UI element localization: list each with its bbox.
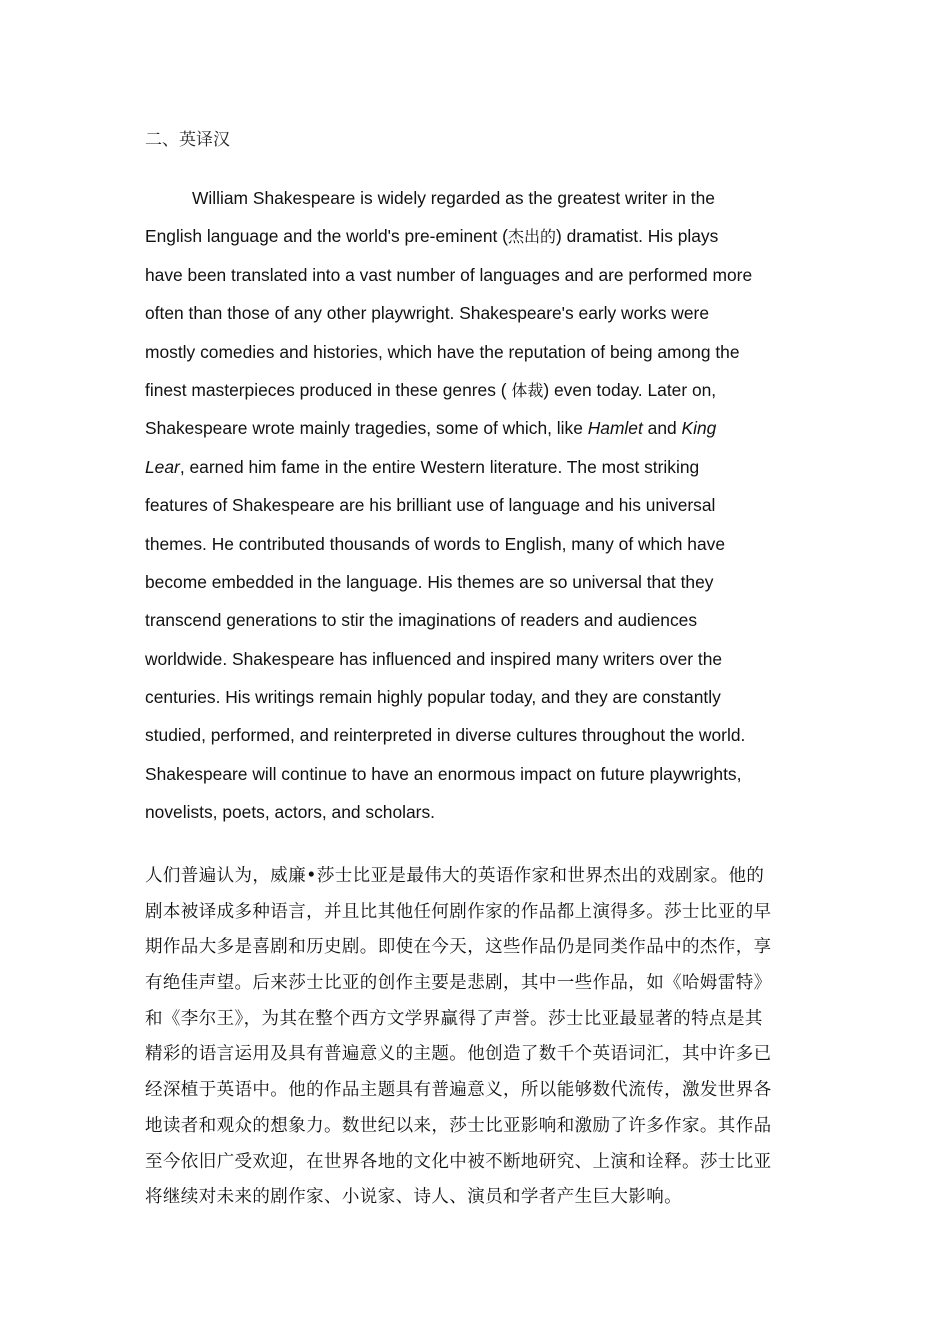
english-line <box>145 409 815 447</box>
chinese-line: 精彩的语言运用及具有普遍意义的主题。他创造了数千个英语词汇，其中许多已 <box>145 1044 772 1065</box>
english-passage <box>145 179 815 832</box>
english-text: Shakespeare will continue to have an enormous impact on future playwrights, <box>145 763 742 784</box>
english-line <box>145 486 815 524</box>
english-line <box>145 256 815 294</box>
english-line <box>145 601 815 639</box>
chinese-line: 将继续对未来的剧作家、小说家、诗人、演员和学者产生巨大影响。 <box>145 1187 682 1208</box>
english-text: become embedded in the language. His themes are so universal that they <box>145 571 714 592</box>
english-text: studied, performed, and reinterpreted in diverse cultures throughout the world. <box>145 725 746 746</box>
english-line <box>145 678 815 716</box>
english-text: often than those of any other playwright. Shakespeare's early works were <box>145 303 709 324</box>
english-line <box>145 179 815 217</box>
english-text: have been translated into a vast number of languages and are performed more <box>145 264 753 285</box>
english-text: and <box>642 418 682 439</box>
english-text: , earned him fame in the entire Western literature. The most striking <box>179 456 700 477</box>
chinese-gloss: 体裁 <box>511 380 544 400</box>
english-text: Shakespeare wrote mainly tragedies, some of which, like <box>145 418 588 439</box>
english-line <box>145 448 815 486</box>
chinese-line: 经深植于英语中。他的作品主题具有普遍意义，所以能够数代流传，激发世界各 <box>145 1080 772 1101</box>
work-title: Lear <box>145 456 180 477</box>
english-line <box>145 371 815 409</box>
section-heading: 二、英译汉 <box>145 130 230 150</box>
english-text: ) even today. Later on, <box>543 379 717 400</box>
english-text: finest masterpieces produced in these genres ( <box>145 379 512 400</box>
chinese-line: 剧本被译成多种语言，并且比其他任何剧作家的作品都上演得多。莎士比亚的早 <box>145 901 772 922</box>
work-title: Hamlet <box>587 418 643 439</box>
english-text: transcend generations to stir the imaginations of readers and audiences <box>145 610 698 631</box>
chinese-line: 人们普遍认为，威廉•莎士比亚是最伟大的英语作家和世界杰出的戏剧家。他的 <box>145 866 765 886</box>
chinese-line: 和《李尔王》，为其在整个西方文学界赢得了声誉。莎士比亚最显著的特点是其 <box>145 1008 763 1029</box>
english-text: features of Shakespeare are his brilliant use of language and his universal <box>145 495 716 516</box>
english-text: themes. He contributed thousands of words to English, many of which have <box>145 533 726 554</box>
english-text: worldwide. Shakespeare has influenced and inspired many writers over the <box>145 648 723 669</box>
chinese-line: 地读者和观众的想象力。数世纪以来，莎士比亚影响和激励了许多作家。其作品 <box>145 1115 772 1136</box>
english-line <box>145 525 815 563</box>
chinese-line: 期作品大多是喜剧和历史剧。即使在今天，这些作品仍是同类作品中的杰作，享 <box>145 937 772 958</box>
english-text: ) dramatist. His plays <box>555 226 719 247</box>
english-text: novelists, poets, actors, and scholars. <box>145 802 435 823</box>
english-line <box>145 333 815 371</box>
english-text: mostly comedies and histories, which have the reputation of being among the <box>145 341 740 362</box>
english-line <box>145 640 815 678</box>
work-title: King <box>681 418 717 439</box>
chinese-line: 有绝佳声望。后来莎士比亚的创作主要是悲剧，其中一些作品，如《哈姆雷特》 <box>145 973 772 994</box>
english-line <box>145 716 815 754</box>
chinese-gloss: 杰出的 <box>507 227 556 247</box>
english-text: centuries. His writings remain highly popular today, and they are constantly <box>145 687 721 708</box>
chinese-translation <box>145 859 815 1216</box>
english-line <box>145 755 815 793</box>
chinese-line: 至今依旧广受欢迎，在世界各地的文化中被不断地研究、上演和诠释。莎士比亚 <box>145 1151 772 1172</box>
english-line <box>145 563 815 601</box>
english-text: William Shakespeare is widely regarded as the greatest writer in the <box>192 188 715 208</box>
english-line <box>145 793 815 831</box>
english-text: English language and the world's pre-eminent ( <box>145 226 508 247</box>
english-line <box>145 294 815 332</box>
english-line <box>145 217 815 255</box>
